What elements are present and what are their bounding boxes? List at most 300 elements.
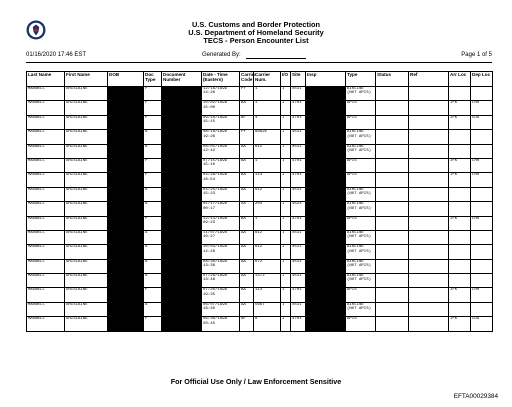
- cell-type: APIS: [346, 216, 376, 230]
- cell-document-number-redacted: [162, 317, 202, 331]
- cell-io: I: [281, 130, 291, 144]
- cell-insp-redacted: [306, 259, 346, 273]
- col-header-carrier-num: Carrier Num.: [254, 72, 281, 87]
- bates-number: EFTA00029384: [453, 393, 498, 400]
- cell-insp-redacted: [306, 87, 346, 101]
- cell-site: 4511: [291, 130, 306, 144]
- cell-site: 4511: [291, 245, 306, 259]
- table-row: [27, 216, 493, 230]
- cell-doc-type: P: [144, 87, 162, 101]
- cell-ref: [409, 173, 449, 187]
- cell-type: AIRLINE (NOT APIS): [346, 87, 376, 101]
- cell-carrier-num: 4: [254, 115, 281, 129]
- cell-dob-redacted: [108, 216, 144, 230]
- col-header-status: Status: [376, 72, 409, 87]
- cell-carrier-code: AA: [240, 245, 254, 259]
- cell-date-time: 06/07/1998 18:40: [202, 302, 240, 316]
- cell-last-name: MAXWELL: [27, 144, 65, 158]
- col-header-site: Site: [291, 72, 306, 87]
- cell-status: [376, 144, 409, 158]
- cell-carrier-num: 5667: [254, 302, 281, 316]
- cell-ref: [409, 202, 449, 216]
- cell-document-number-redacted: [162, 187, 202, 201]
- cell-carrier-num: 1: [254, 87, 281, 101]
- cell-arr-loc: [449, 259, 471, 273]
- cell-date-time: 06/30/1998 20:45: [202, 317, 240, 331]
- cell-carrier-code: AF: [240, 115, 254, 129]
- cell-status: [376, 288, 409, 302]
- cell-doc-type: P: [144, 101, 162, 115]
- cell-dep-loc: [471, 87, 493, 101]
- cell-type: AIRLINE (NOT APIS): [346, 202, 376, 216]
- cell-carrier-num: 113: [254, 288, 281, 302]
- table-row: [27, 101, 493, 115]
- cell-arr-loc: [449, 130, 471, 144]
- cell-dep-loc: CDG: [471, 317, 493, 331]
- cell-insp-redacted: [306, 101, 346, 115]
- col-header-last-name: Last Name: [27, 72, 65, 87]
- cell-io: I: [281, 216, 291, 230]
- cell-first-name: GHISLAINE: [65, 101, 108, 115]
- cell-site: 4701: [291, 115, 306, 129]
- table-row: [27, 144, 493, 158]
- cell-dep-loc: LHR: [471, 101, 493, 115]
- cell-dep-loc: LHR: [471, 288, 493, 302]
- cell-document-number-redacted: [162, 230, 202, 244]
- cell-last-name: MAXWELL: [27, 187, 65, 201]
- cell-doc-type: A: [144, 259, 162, 273]
- cell-last-name: MAXWELL: [27, 130, 65, 144]
- cell-carrier-num: 672: [254, 259, 281, 273]
- cell-date-time: 08/16/1999 19:26: [202, 130, 240, 144]
- cell-dep-loc: LHR: [471, 173, 493, 187]
- cell-site: 4701: [291, 101, 306, 115]
- cell-dep-loc: LHR: [471, 158, 493, 172]
- cell-date-time: 12/13/1998 09:23: [202, 216, 240, 230]
- cell-type: AIRLINE (NOT APIS): [346, 302, 376, 316]
- cell-first-name: GHISLAINE: [65, 245, 108, 259]
- cell-status: [376, 101, 409, 115]
- cell-dep-loc: [471, 245, 493, 259]
- cell-status: [376, 87, 409, 101]
- page-indicator: [461, 52, 492, 58]
- cell-status: [376, 302, 409, 316]
- page-total: 5: [488, 52, 492, 58]
- cell-status: [376, 187, 409, 201]
- cell-dep-loc: LHR: [471, 216, 493, 230]
- cell-first-name: GHISLAINE: [65, 144, 108, 158]
- cell-io: I: [281, 173, 291, 187]
- cell-ref: [409, 245, 449, 259]
- cell-carrier-code: AA: [240, 302, 254, 316]
- cell-status: [376, 202, 409, 216]
- cell-arr-loc: JFK: [449, 216, 471, 230]
- table-row: [27, 87, 493, 101]
- generated-by-label: Generated By:: [202, 52, 241, 58]
- cell-date-time: 08/30/1998 13:36: [202, 259, 240, 273]
- cell-io: I: [281, 202, 291, 216]
- cell-type: APIS: [346, 115, 376, 129]
- cell-dob-redacted: [108, 101, 144, 115]
- cell-doc-type: P: [144, 173, 162, 187]
- page-label: Page: [461, 52, 476, 58]
- cell-dep-loc: [471, 302, 493, 316]
- agency-title: U.S. Customs and Border Protection: [191, 20, 321, 29]
- cell-first-name: GHISLAINE: [65, 230, 108, 244]
- cell-last-name: MAXWELL: [27, 245, 65, 259]
- table-row: [27, 187, 493, 201]
- cell-insp-redacted: [306, 317, 346, 331]
- cell-carrier-num: 612: [254, 245, 281, 259]
- cell-type: APIS: [346, 158, 376, 172]
- cell-ref: [409, 130, 449, 144]
- cell-date-time: 12/18/1999 14:26: [202, 87, 240, 101]
- col-header-first-name: First Name: [65, 72, 108, 87]
- table-row: [27, 317, 493, 331]
- col-header-doc-type: Doc Type: [144, 72, 162, 87]
- table-row: [27, 259, 493, 273]
- cell-first-name: GHISLAINE: [65, 202, 108, 216]
- cell-io: I: [281, 245, 291, 259]
- cell-carrier-code: BA: [240, 173, 254, 187]
- col-header-date-time: Date - Time (Eastern): [202, 72, 240, 87]
- cell-ref: [409, 216, 449, 230]
- cell-insp-redacted: [306, 302, 346, 316]
- cell-insp-redacted: [306, 274, 346, 288]
- cell-status: [376, 245, 409, 259]
- col-header-dep-loc: Dep Loc: [471, 72, 493, 87]
- cell-first-name: GHISLAINE: [65, 158, 108, 172]
- cell-last-name: MAXWELL: [27, 101, 65, 115]
- cell-arr-loc: JFK: [449, 173, 471, 187]
- report-title: TECS - Person Encounter List: [203, 36, 309, 45]
- cell-dep-loc: [471, 130, 493, 144]
- cell-io: I: [281, 144, 291, 158]
- cell-insp-redacted: [306, 130, 346, 144]
- cell-status: [376, 274, 409, 288]
- table-row: [27, 173, 493, 187]
- cell-arr-loc: JFK: [449, 288, 471, 302]
- cell-dob-redacted: [108, 187, 144, 201]
- cell-last-name: MAXWELL: [27, 115, 65, 129]
- cell-date-time: 10/02/1999 15:00: [202, 101, 240, 115]
- cell-doc-type: A: [144, 130, 162, 144]
- cell-date-time: 07/20/1998 19:35: [202, 288, 240, 302]
- cell-last-name: MAXWELL: [27, 87, 65, 101]
- cell-io: I: [281, 288, 291, 302]
- table-row: [27, 130, 493, 144]
- cell-io: I: [281, 187, 291, 201]
- col-header-io: I/O: [281, 72, 291, 87]
- cell-carrier-num: 1: [254, 158, 281, 172]
- cell-insp-redacted: [306, 115, 346, 129]
- cell-type: APIS: [346, 317, 376, 331]
- cell-site: 4511: [291, 259, 306, 273]
- cell-first-name: GHISLAINE: [65, 302, 108, 316]
- cell-type: APIS: [346, 288, 376, 302]
- cell-dob-redacted: [108, 302, 144, 316]
- cell-ref: [409, 87, 449, 101]
- cell-doc-type: A: [144, 302, 162, 316]
- cell-doc-type: A: [144, 274, 162, 288]
- cell-ref: [409, 115, 449, 129]
- table-row: [27, 288, 493, 302]
- cell-insp-redacted: [306, 202, 346, 216]
- cell-insp-redacted: [306, 187, 346, 201]
- cell-first-name: GHISLAINE: [65, 288, 108, 302]
- cell-site: 4511: [291, 302, 306, 316]
- cell-status: [376, 158, 409, 172]
- cell-document-number-redacted: [162, 274, 202, 288]
- encounter-table: [26, 71, 493, 332]
- cell-arr-loc: [449, 302, 471, 316]
- cell-doc-type: A: [144, 230, 162, 244]
- cell-carrier-code: AA: [240, 187, 254, 201]
- cell-carrier-num: 612: [254, 187, 281, 201]
- table-row: [27, 115, 493, 129]
- cell-dob-redacted: [108, 259, 144, 273]
- cell-ref: [409, 274, 449, 288]
- cell-arr-loc: [449, 230, 471, 244]
- cell-last-name: MAXWELL: [27, 288, 65, 302]
- col-header-dob: DOB: [108, 72, 144, 87]
- cell-carrier-num: 1: [254, 216, 281, 230]
- table-row: [27, 302, 493, 316]
- cell-dep-loc: [471, 187, 493, 201]
- cell-status: [376, 216, 409, 230]
- cell-insp-redacted: [306, 144, 346, 158]
- generated-by-value-line: [246, 58, 306, 59]
- cell-date-time: 11/07/1998 10:27: [202, 230, 240, 244]
- cell-date-time: 07/26/1998 13:48: [202, 274, 240, 288]
- cell-doc-type: A: [144, 245, 162, 259]
- cell-dob-redacted: [108, 87, 144, 101]
- cell-document-number-redacted: [162, 130, 202, 144]
- cell-carrier-num: 1472: [254, 274, 281, 288]
- cell-first-name: GHISLAINE: [65, 259, 108, 273]
- cell-last-name: MAXWELL: [27, 202, 65, 216]
- header-rule: [26, 62, 492, 63]
- cell-carrier-num: 203: [254, 202, 281, 216]
- cell-dob-redacted: [108, 274, 144, 288]
- cell-type: AIRLINE (NOT APIS): [346, 230, 376, 244]
- cell-arr-loc: JFK: [449, 158, 471, 172]
- cell-carrier-num: 612: [254, 230, 281, 244]
- cell-site: 4511: [291, 144, 306, 158]
- cell-last-name: MAXWELL: [27, 317, 65, 331]
- cell-insp-redacted: [306, 230, 346, 244]
- cell-io: I: [281, 302, 291, 316]
- col-header-insp: Insp: [306, 72, 346, 87]
- cell-carrier-code: BA: [240, 216, 254, 230]
- cell-document-number-redacted: [162, 216, 202, 230]
- cell-carrier-code: SA: [240, 202, 254, 216]
- cell-site: 4511: [291, 274, 306, 288]
- cell-insp-redacted: [306, 173, 346, 187]
- cell-ref: [409, 259, 449, 273]
- cell-first-name: GHISLAINE: [65, 317, 108, 331]
- cell-date-time: 09/10/1999 15:15: [202, 115, 240, 129]
- cell-io: I: [281, 158, 291, 172]
- cell-io: I: [281, 274, 291, 288]
- cell-ref: [409, 187, 449, 201]
- col-header-carrier-code: Carrier Code: [240, 72, 254, 87]
- cell-insp-redacted: [306, 216, 346, 230]
- page-number: 1: [476, 52, 481, 58]
- cell-dob-redacted: [108, 130, 144, 144]
- cell-document-number-redacted: [162, 245, 202, 259]
- cell-site: 4701: [291, 288, 306, 302]
- cell-io: I: [281, 115, 291, 129]
- cell-carrier-num: 1: [254, 101, 281, 115]
- cell-date-time: 10/03/1998 12:28: [202, 245, 240, 259]
- cell-document-number-redacted: [162, 144, 202, 158]
- table-row: [27, 202, 493, 216]
- cell-carrier-num: 612: [254, 144, 281, 158]
- cell-ref: [409, 158, 449, 172]
- col-header-type: Type: [346, 72, 376, 87]
- cell-last-name: MAXWELL: [27, 259, 65, 273]
- cell-status: [376, 259, 409, 273]
- dhs-seal-icon: [26, 20, 46, 40]
- report-datetime: 01/16/2020 17:46 EST: [26, 52, 87, 58]
- cell-dob-redacted: [108, 144, 144, 158]
- cell-carrier-code: AA: [240, 230, 254, 244]
- cell-ref: [409, 288, 449, 302]
- cell-dob-redacted: [108, 317, 144, 331]
- cell-site: 4701: [291, 158, 306, 172]
- cell-site: 4511: [291, 87, 306, 101]
- cell-carrier-num: 113: [254, 173, 281, 187]
- cell-doc-type: P: [144, 317, 162, 331]
- department-title: U.S. Department of Homeland Security: [188, 28, 324, 37]
- cell-last-name: MAXWELL: [27, 158, 65, 172]
- cell-status: [376, 115, 409, 129]
- cell-arr-loc: JFK: [449, 317, 471, 331]
- cell-carrier-code: BA: [240, 158, 254, 172]
- cell-ref: [409, 144, 449, 158]
- cell-first-name: GHISLAINE: [65, 187, 108, 201]
- cell-last-name: MAXWELL: [27, 173, 65, 187]
- cell-dob-redacted: [108, 230, 144, 244]
- cell-ref: [409, 302, 449, 316]
- cell-status: [376, 230, 409, 244]
- cell-dep-loc: [471, 230, 493, 244]
- cell-date-time: 04/28/1999 18:54: [202, 173, 240, 187]
- cell-dob-redacted: [108, 202, 144, 216]
- col-header-arr-loc: Arr Loc: [449, 72, 471, 87]
- cell-document-number-redacted: [162, 202, 202, 216]
- cell-dob-redacted: [108, 245, 144, 259]
- cell-arr-loc: [449, 144, 471, 158]
- cell-arr-loc: [449, 187, 471, 201]
- cell-doc-type: P: [144, 216, 162, 230]
- cell-dep-loc: [471, 259, 493, 273]
- cell-document-number-redacted: [162, 101, 202, 115]
- cell-io: I: [281, 317, 291, 331]
- cell-date-time: 01/17/1999 00:17: [202, 202, 240, 216]
- cell-arr-loc: JFK: [449, 101, 471, 115]
- cell-carrier-code: AA: [240, 144, 254, 158]
- cell-arr-loc: [449, 202, 471, 216]
- cell-doc-type: P: [144, 288, 162, 302]
- cell-type: APIS: [346, 173, 376, 187]
- cell-dob-redacted: [108, 173, 144, 187]
- cell-ref: [409, 317, 449, 331]
- cell-dep-loc: [471, 274, 493, 288]
- cell-site: 4701: [291, 173, 306, 187]
- cell-first-name: GHISLAINE: [65, 173, 108, 187]
- cell-type: AIRLINE (NOT APIS): [346, 259, 376, 273]
- cell-ref: [409, 101, 449, 115]
- cell-last-name: MAXWELL: [27, 230, 65, 244]
- cell-doc-type: A: [144, 144, 162, 158]
- cell-site: 4701: [291, 216, 306, 230]
- table-row: [27, 230, 493, 244]
- cell-insp-redacted: [306, 288, 346, 302]
- cell-document-number-redacted: [162, 173, 202, 187]
- cell-carrier-code: PY: [240, 130, 254, 144]
- cell-document-number-redacted: [162, 259, 202, 273]
- cell-first-name: GHISLAINE: [65, 130, 108, 144]
- cell-io: I: [281, 87, 291, 101]
- table-row: [27, 245, 493, 259]
- cell-carrier-code: AA: [240, 259, 254, 273]
- cell-document-number-redacted: [162, 87, 202, 101]
- table-header-row: [27, 72, 493, 87]
- cell-site: 4511: [291, 230, 306, 244]
- cell-doc-type: P: [144, 158, 162, 172]
- cell-first-name: GHISLAINE: [65, 274, 108, 288]
- cell-doc-type: A: [144, 187, 162, 201]
- cell-site: 4511: [291, 187, 306, 201]
- cell-document-number-redacted: [162, 158, 202, 172]
- fouo-notice: For Official Use Only / Law Enforcement Sensitive: [170, 377, 342, 386]
- cell-io: I: [281, 259, 291, 273]
- cell-dep-loc: CDG: [471, 115, 493, 129]
- cell-dep-loc: [471, 144, 493, 158]
- cell-type: AIRLINE (NOT APIS): [346, 274, 376, 288]
- cell-first-name: GHISLAINE: [65, 216, 108, 230]
- of-label: of: [481, 52, 487, 58]
- cell-carrier-code: BA: [240, 288, 254, 302]
- cell-insp-redacted: [306, 245, 346, 259]
- cell-doc-type: P: [144, 115, 162, 129]
- cell-status: [376, 317, 409, 331]
- cell-type: AIRLINE (NOT APIS): [346, 245, 376, 259]
- cell-arr-loc: [449, 274, 471, 288]
- cell-ref: [409, 230, 449, 244]
- table-row: [27, 158, 493, 172]
- cell-document-number-redacted: [162, 115, 202, 129]
- cell-first-name: GHISLAINE: [65, 87, 108, 101]
- cell-carrier-code: AA: [240, 274, 254, 288]
- cell-site: 4701: [291, 317, 306, 331]
- cell-dob-redacted: [108, 158, 144, 172]
- cell-arr-loc: JFK: [449, 115, 471, 129]
- cell-last-name: MAXWELL: [27, 302, 65, 316]
- cell-date-time: 07/15/1999 15:10: [202, 158, 240, 172]
- cell-io: I: [281, 101, 291, 115]
- cell-first-name: GHISLAINE: [65, 115, 108, 129]
- cell-carrier-code: AF: [240, 317, 254, 331]
- cell-document-number-redacted: [162, 302, 202, 316]
- cell-status: [376, 173, 409, 187]
- cell-insp-redacted: [306, 158, 346, 172]
- cell-carrier-code: PY: [240, 87, 254, 101]
- cell-doc-type: A: [144, 202, 162, 216]
- cell-document-number-redacted: [162, 288, 202, 302]
